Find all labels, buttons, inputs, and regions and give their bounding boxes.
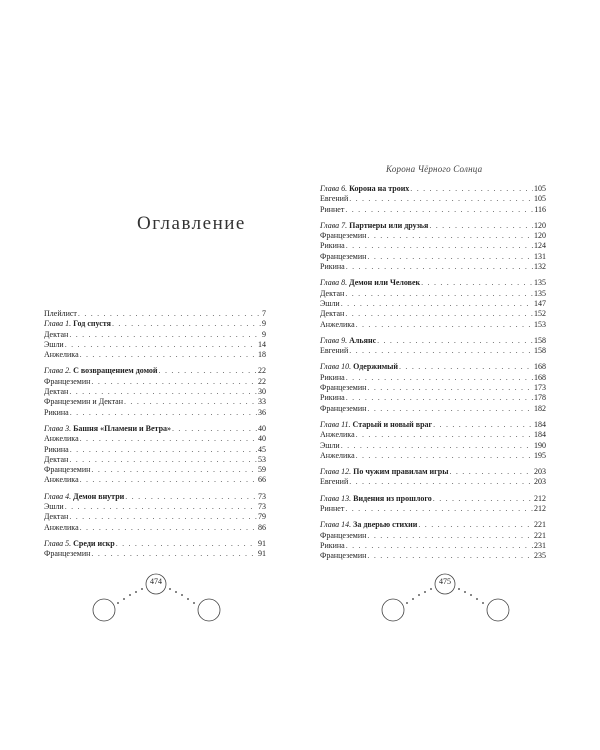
chapter-prefix: Глава 8. [320, 278, 348, 288]
toc-chapter-label [44, 319, 111, 329]
leader-dots [367, 252, 533, 262]
toc-group [44, 539, 266, 560]
leader-dots [367, 531, 533, 541]
chapter-title: Видения из прошлого [353, 493, 432, 503]
toc-page-ref: 195 [534, 450, 546, 460]
toc-page-ref: 184 [534, 419, 546, 429]
toc-group [320, 420, 546, 461]
leader-dots [91, 549, 257, 559]
leader-dots [356, 320, 533, 330]
toc-sub-entry[interactable] [320, 531, 546, 541]
toc-entry-label: Францеземин [320, 383, 367, 393]
toc-chapter-label [320, 494, 432, 504]
chapter-title: Одержимый [353, 362, 399, 372]
toc-sub-entry[interactable] [44, 350, 266, 360]
toc-sub-entry[interactable] [320, 404, 546, 414]
toc-sub-entry[interactable] [320, 451, 546, 461]
toc-sub-entry[interactable] [44, 455, 266, 465]
chapter-title: Год спустя [73, 319, 111, 329]
toc-chapter-entry[interactable] [320, 420, 546, 430]
toc-entry-label: Анжелика [44, 475, 79, 485]
toc-page-ref: 53 [258, 454, 266, 464]
leader-dots [69, 512, 257, 522]
toc-list-right [320, 184, 546, 568]
toc-chapter-label [320, 278, 420, 288]
toc-entry-label: Рикина [44, 444, 69, 454]
toc-entry-label: Евгений [320, 194, 349, 204]
toc-page-ref: 173 [534, 383, 546, 393]
toc-chapter-entry[interactable] [44, 492, 266, 502]
toc-page-ref: 178 [534, 393, 546, 403]
leader-dots [429, 221, 533, 231]
toc-sub-entry[interactable] [44, 523, 266, 533]
leader-dots [450, 467, 534, 477]
toc-page-ref: 59 [258, 465, 266, 475]
toc-page-ref: 91 [258, 538, 266, 548]
toc-entry-label: Риннет [320, 504, 345, 514]
toc-chapter-entry[interactable] [320, 184, 546, 194]
toc-chapter-entry[interactable] [44, 539, 266, 549]
toc-page-ref: 168 [534, 372, 546, 382]
leader-dots [80, 350, 257, 360]
toc-page-ref: 105 [534, 194, 546, 204]
toc-entry-label: Францеземин [320, 403, 367, 413]
toc-sub-entry[interactable] [320, 346, 546, 356]
toc-entry-label: Францеземин [320, 551, 367, 561]
toc-page-ref: 66 [258, 475, 266, 485]
leader-dots [418, 520, 533, 530]
toc-page-ref: 120 [534, 220, 546, 230]
toc-sub-entry[interactable] [320, 262, 546, 272]
leader-dots [433, 494, 533, 504]
leader-dots [377, 336, 533, 346]
chapter-title: Старый и новый враг [352, 419, 433, 429]
toc-sub-entry[interactable] [320, 541, 546, 551]
toc-sub-entry[interactable] [320, 299, 546, 309]
toc-page-ref: 7 [262, 309, 266, 318]
toc-page-ref: 182 [534, 403, 546, 413]
toc-sub-entry[interactable] [320, 504, 546, 514]
toc-page-ref: 120 [534, 231, 546, 241]
toc-entry-label: Риннет [320, 204, 345, 214]
toc-entry-label: Дектан [44, 512, 69, 522]
toc-page-ref: 135 [534, 278, 546, 288]
toc-list-left [44, 309, 266, 566]
toc-page-ref: 40 [258, 423, 266, 433]
toc-entry-label: Францеземин и Дектан [44, 397, 124, 407]
toc-sub-entry[interactable] [320, 477, 546, 487]
toc-page-ref: 147 [534, 298, 546, 308]
toc-sub-entry[interactable] [44, 475, 266, 485]
toc-entry-label: Евгений [320, 477, 349, 487]
leader-dots [91, 377, 257, 387]
toc-page-ref: 9 [262, 329, 266, 339]
toc-page-ref: 212 [534, 493, 546, 503]
page-number-right: 475 [439, 577, 451, 586]
leader-dots [421, 278, 533, 288]
toc-page-ref: 203 [534, 467, 546, 477]
leader-dots [65, 502, 257, 512]
toc-page-ref: 40 [258, 434, 266, 444]
chapter-title: Демон внутри [73, 491, 125, 501]
toc-chapter-entry[interactable] [320, 520, 546, 530]
toc-sub-entry[interactable] [320, 289, 546, 299]
leader-dots [91, 465, 257, 475]
toc-chapter-label [320, 184, 409, 194]
toc-group [320, 467, 546, 488]
toc-sub-entry[interactable] [320, 205, 546, 215]
toc-group [320, 336, 546, 357]
toc-entry-label: Францеземин [44, 465, 91, 475]
toc-page-ref: 18 [258, 350, 266, 360]
toc-page-ref: 184 [534, 430, 546, 440]
toc-page-ref: 14 [258, 339, 266, 349]
toc-group [44, 424, 266, 486]
chapter-title: С возвращением домой [73, 366, 158, 376]
toc-sub-entry[interactable] [320, 194, 546, 204]
toc-chapter-label [320, 467, 449, 477]
toc-page-ref: 9 [262, 319, 266, 329]
toc-entry-label: Анжелика [44, 434, 79, 444]
chapter-title: Башня «Пламени и Ветра» [73, 423, 172, 433]
leader-dots [124, 397, 257, 407]
right-page [300, 0, 600, 750]
toc-chapter-label [44, 366, 158, 376]
leader-dots [341, 299, 533, 309]
leader-dots [80, 434, 257, 444]
toc-page-ref: 124 [534, 241, 546, 251]
toc-entry-label: Рикина [44, 407, 69, 417]
toc-chapter-label [320, 362, 398, 372]
toc-chapter-entry[interactable] [44, 424, 266, 434]
toc-page-ref: 22 [258, 366, 266, 376]
leader-dots [116, 539, 257, 549]
toc-group [44, 492, 266, 533]
leader-dots [345, 504, 533, 514]
leader-dots [346, 262, 533, 272]
leader-dots [78, 309, 261, 319]
toc-entry-label: Рикина [320, 262, 345, 272]
chapter-title: Среди искр [73, 538, 115, 548]
chapter-title: Демон или Человек [349, 278, 421, 288]
toc-sub-entry[interactable] [320, 393, 546, 403]
toc-page-ref: 91 [258, 549, 266, 559]
leader-dots [367, 551, 533, 561]
toc-sub-entry[interactable] [320, 231, 546, 241]
leader-dots [346, 373, 533, 383]
chapter-title: По чужим правилам игры [353, 467, 449, 477]
toc-entry-label: Францеземин [320, 231, 367, 241]
chapter-prefix: Глава 1. [44, 319, 72, 329]
leader-dots [367, 383, 533, 393]
toc-page-ref: 132 [534, 262, 546, 272]
toc-entry-label: Дектан [44, 454, 69, 464]
toc-sub-entry[interactable] [320, 441, 546, 451]
chapter-prefix: Глава 7. [320, 220, 348, 230]
leader-dots [80, 475, 257, 485]
chapter-title: Альянс [349, 335, 377, 345]
chapter-prefix: Глава 4. [44, 491, 72, 501]
leader-dots [356, 430, 533, 440]
chapter-prefix: Глава 3. [44, 423, 72, 433]
toc-group [320, 494, 546, 515]
leader-dots [433, 420, 533, 430]
toc-page-ref: 79 [258, 512, 266, 522]
chapter-title: Корона на троих [349, 184, 410, 193]
leader-dots [399, 362, 533, 372]
leader-dots [345, 289, 533, 299]
toc-page-ref: 45 [258, 444, 266, 454]
toc-sub-entry[interactable] [44, 549, 266, 559]
chapter-prefix: Глава 9. [320, 335, 348, 345]
toc-sub-entry[interactable] [320, 320, 546, 330]
toc-chapter-entry[interactable] [320, 494, 546, 504]
toc-entry-label: Рикина [320, 241, 345, 251]
toc-page-ref: 33 [258, 397, 266, 407]
toc-entry-label: Плейлист [44, 309, 77, 318]
toc-sub-entry[interactable] [44, 340, 266, 350]
leader-dots [70, 445, 257, 455]
toc-group [320, 278, 546, 329]
toc-entry-label: Францеземин [44, 549, 91, 559]
toc-sub-entry[interactable] [320, 551, 546, 561]
leader-dots [69, 455, 257, 465]
toc-chapter-label [320, 420, 432, 430]
toc-page-ref: 221 [534, 520, 546, 530]
toc-entry-label: Рикина [320, 540, 345, 550]
chapter-title: За дверью стихии [353, 520, 418, 530]
leader-dots [172, 424, 257, 434]
toc-page-ref: 158 [534, 346, 546, 356]
toc-page-ref: 168 [534, 362, 546, 372]
toc-chapter-label [44, 539, 115, 549]
toc-chapter-label [44, 492, 124, 502]
chapter-prefix: Глава 10. [320, 362, 352, 372]
toc-entry-label: Францеземин [320, 251, 367, 261]
toc-group [44, 366, 266, 417]
leader-dots [125, 492, 257, 502]
toc-entry-label: Эшли [320, 298, 340, 308]
toc-group [320, 520, 546, 561]
toc-sub-entry[interactable] [44, 465, 266, 475]
toc-group [320, 184, 546, 215]
toc-page-ref: 105 [534, 184, 546, 193]
leader-dots [345, 205, 533, 215]
toc-group [320, 362, 546, 413]
leader-dots [112, 319, 261, 329]
toc-entry-label: Эшли [44, 502, 64, 512]
toc-entry-label: Анжелика [320, 430, 355, 440]
toc-page-ref: 231 [534, 540, 546, 550]
toc-page-ref: 203 [534, 477, 546, 487]
toc-sub-entry[interactable] [320, 309, 546, 319]
leader-dots [346, 541, 533, 551]
running-head: Корона Чёрного Солнца [386, 164, 483, 174]
toc-chapter-label [320, 221, 428, 231]
toc-entry-label: Дектан [44, 387, 69, 397]
toc-entry-label: Дектан [320, 309, 345, 319]
toc-sub-entry[interactable] [44, 502, 266, 512]
toc-group [44, 309, 266, 360]
toc-sub-entry[interactable] [44, 330, 266, 340]
toc-sub-entry[interactable] [320, 383, 546, 393]
toc-page-ref: 131 [534, 251, 546, 261]
toc-chapter-label [320, 336, 376, 346]
toc-page-ref: 30 [258, 387, 266, 397]
toc-chapter-entry[interactable] [44, 319, 266, 329]
toc-chapter-entry[interactable] [320, 221, 546, 231]
toc-group [320, 221, 546, 272]
toc-page-ref: 36 [258, 407, 266, 417]
toc-page-ref: 73 [258, 502, 266, 512]
leader-dots [65, 340, 257, 350]
chapter-prefix: Глава 12. [320, 467, 352, 477]
chapter-prefix: Глава 13. [320, 493, 352, 503]
chapter-prefix: Глава 14. [320, 520, 352, 530]
leader-dots [349, 346, 533, 356]
chapter-prefix: Глава 5. [44, 538, 72, 548]
toc-chapter-entry[interactable] [320, 467, 546, 477]
toc-entry-label: Рикина [320, 372, 345, 382]
toc-top-entry[interactable] [44, 309, 266, 319]
leader-dots [410, 184, 533, 194]
toc-sub-entry[interactable] [320, 252, 546, 262]
toc-page-ref: 152 [534, 309, 546, 319]
toc-chapter-entry[interactable] [320, 362, 546, 372]
toc-sub-entry[interactable] [320, 373, 546, 383]
chapter-prefix: Глава 11. [320, 419, 351, 429]
toc-entry-label: Эшли [44, 339, 64, 349]
chapter-prefix: Глава 6. [320, 184, 348, 193]
toc-page-ref: 221 [534, 530, 546, 540]
leader-dots [69, 330, 261, 340]
page-number-left: 474 [150, 577, 162, 586]
leader-dots [80, 523, 257, 533]
toc-page-ref: 73 [258, 491, 266, 501]
toc-chapter-entry[interactable] [320, 278, 546, 288]
leader-dots [70, 408, 257, 418]
toc-entry-label: Эшли [320, 440, 340, 450]
toc-entry-label: Дектан [44, 329, 69, 339]
toc-sub-entry[interactable] [320, 241, 546, 251]
toc-entry-label: Рикина [320, 393, 345, 403]
toc-page-ref: 135 [534, 288, 546, 298]
toc-entry-label: Дектан [320, 288, 345, 298]
leader-dots [356, 451, 533, 461]
toc-chapter-label [320, 520, 417, 530]
leader-dots [69, 387, 257, 397]
chapter-prefix: Глава 2. [44, 366, 72, 376]
leader-dots [349, 194, 533, 204]
toc-page-ref: 190 [534, 440, 546, 450]
toc-page-ref: 235 [534, 551, 546, 561]
toc-page-ref: 212 [534, 504, 546, 514]
toc-heading: Оглавление [137, 213, 246, 234]
leader-dots [341, 441, 533, 451]
toc-sub-entry[interactable] [44, 434, 266, 444]
toc-entry-label: Анжелика [320, 319, 355, 329]
toc-entry-label: Францеземин [320, 530, 367, 540]
toc-chapter-entry[interactable] [44, 366, 266, 376]
toc-page-ref: 22 [258, 376, 266, 386]
toc-sub-entry[interactable] [44, 512, 266, 522]
toc-sub-entry[interactable] [44, 387, 266, 397]
leader-dots [345, 309, 533, 319]
leader-dots [367, 231, 533, 241]
toc-sub-entry[interactable] [44, 377, 266, 387]
leader-dots [346, 393, 533, 403]
toc-entry-label: Евгений [320, 346, 349, 356]
toc-page-ref: 153 [534, 319, 546, 329]
toc-entry-label: Анжелика [320, 450, 355, 460]
leader-dots [346, 241, 533, 251]
toc-page-ref: 86 [258, 522, 266, 532]
toc-sub-entry[interactable] [44, 397, 266, 407]
leader-dots [367, 404, 533, 414]
toc-entry-label: Анжелика [44, 522, 79, 532]
toc-chapter-entry[interactable] [320, 336, 546, 346]
toc-entry-label: Францеземин [44, 376, 91, 386]
toc-page-ref: 158 [534, 335, 546, 345]
leader-dots [159, 366, 257, 376]
chapter-title: Партнеры или друзья [349, 220, 429, 230]
leader-dots [349, 477, 533, 487]
toc-sub-entry[interactable] [320, 430, 546, 440]
toc-entry-label: Анжелика [44, 350, 79, 360]
toc-page-ref: 116 [534, 204, 546, 214]
toc-sub-entry[interactable] [44, 408, 266, 418]
toc-sub-entry[interactable] [44, 445, 266, 455]
toc-chapter-label [44, 424, 171, 434]
